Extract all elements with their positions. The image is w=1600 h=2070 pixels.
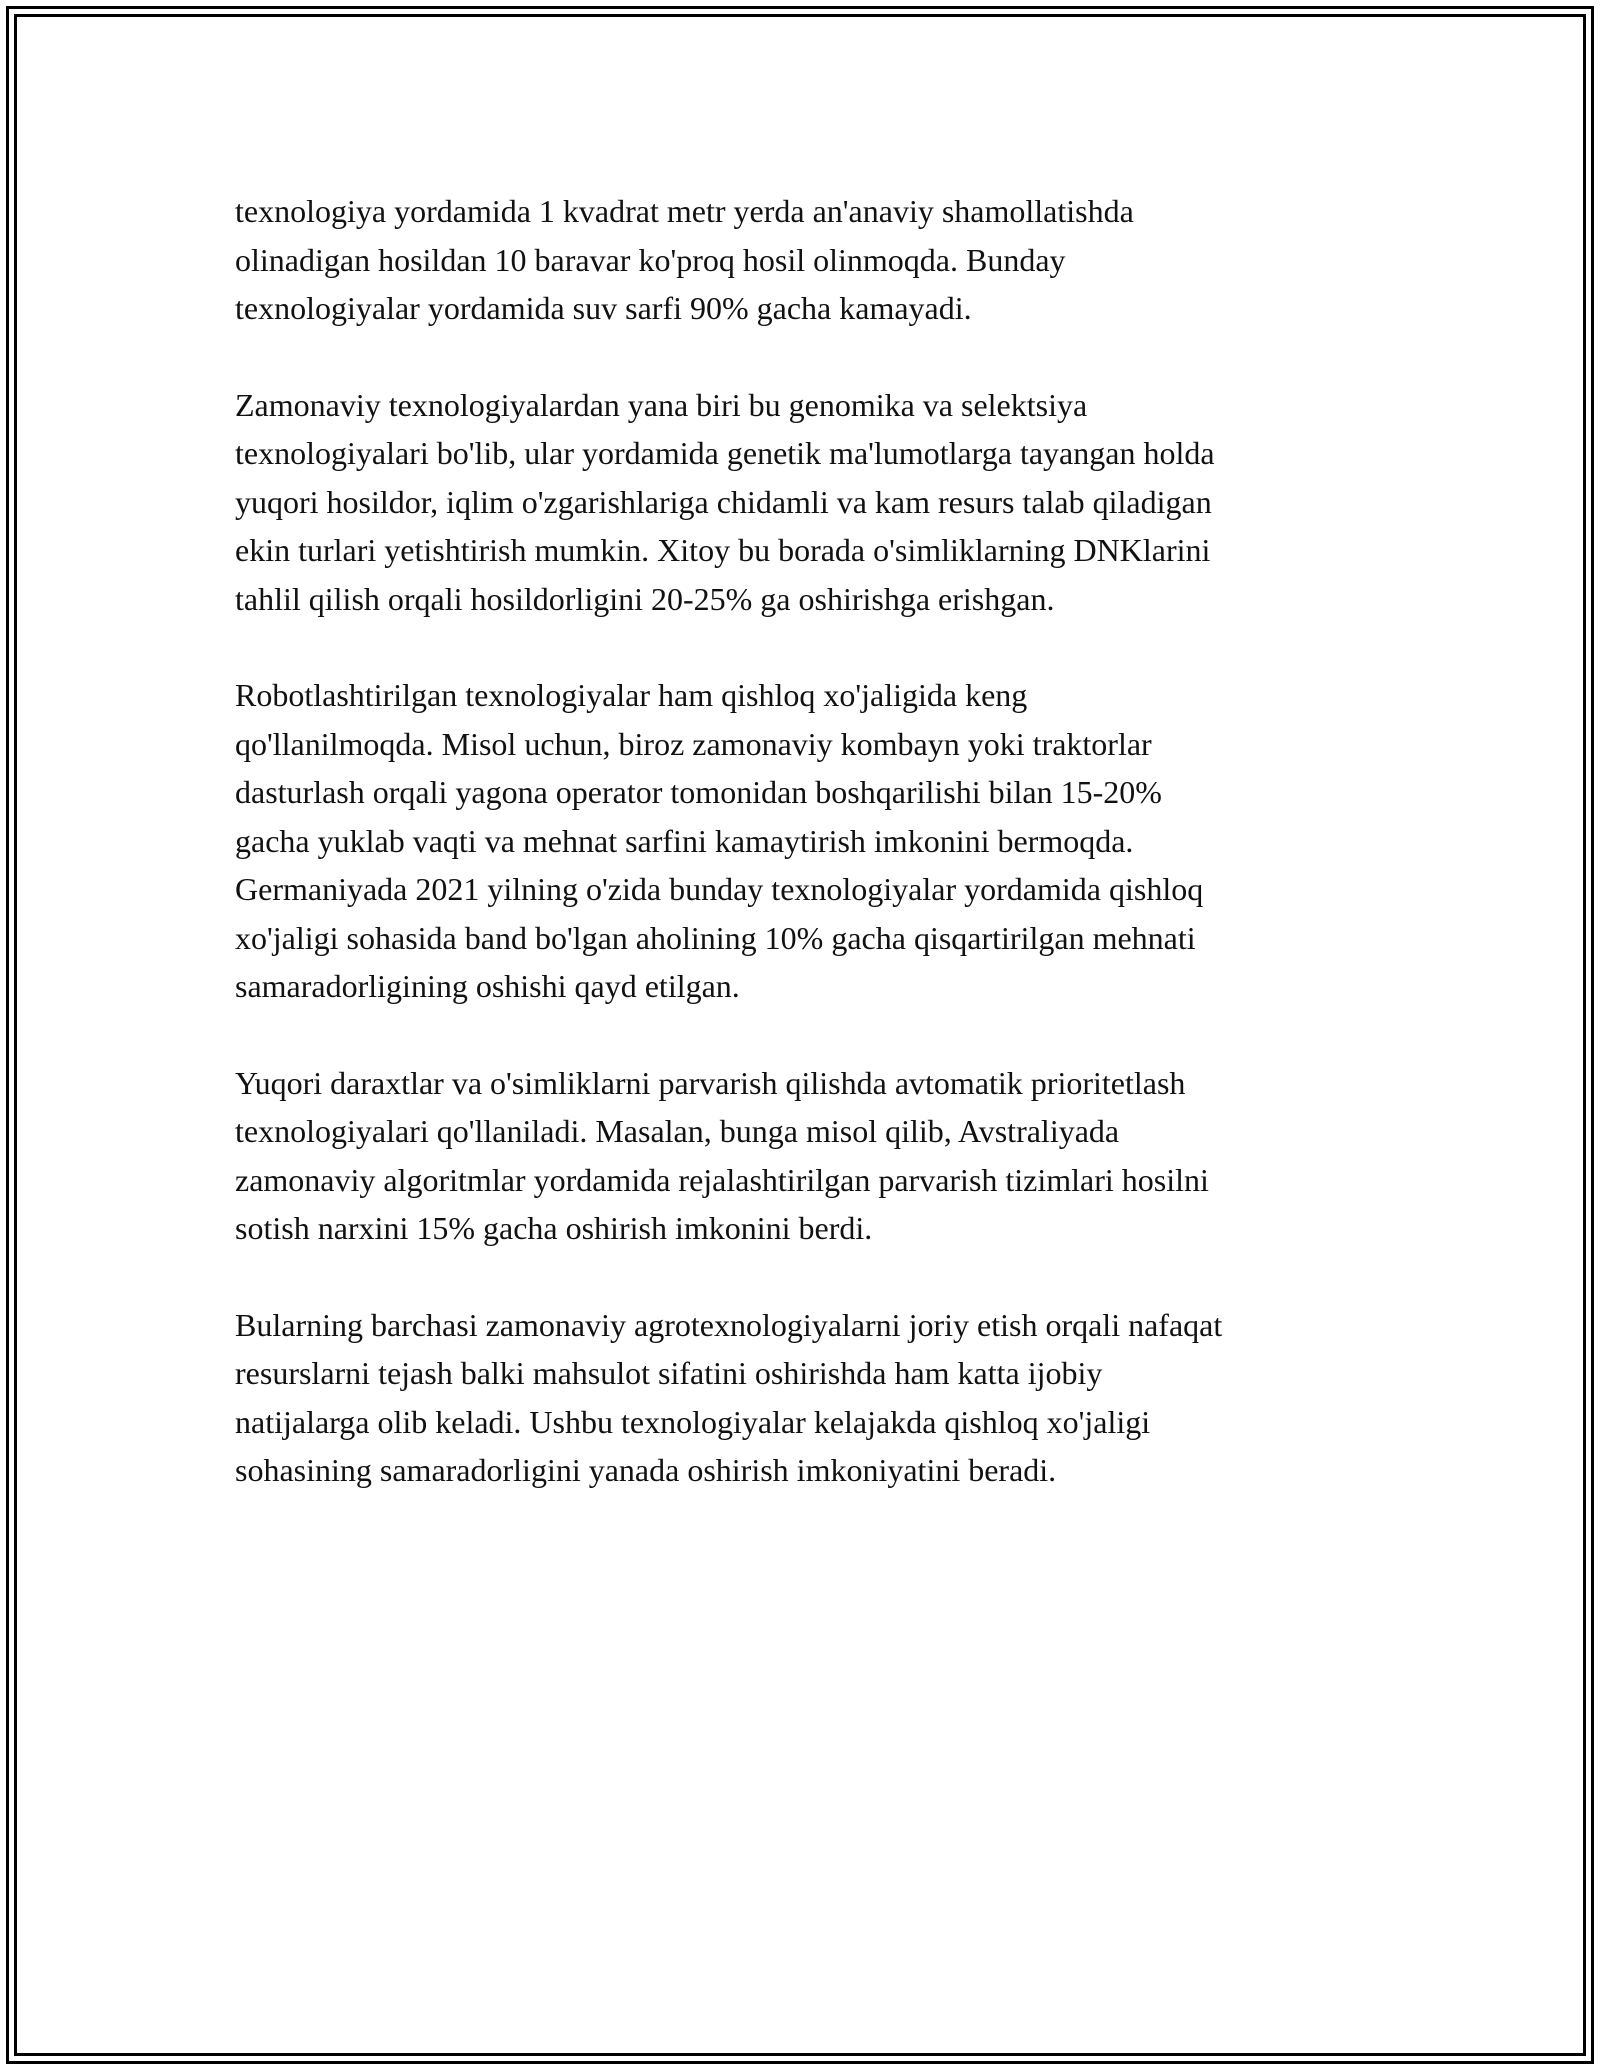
paragraph-3: Robotlashtirilgan texnologiyalar ham qishloq xo'jaligida keng qo'llanilmoqda. Misol uchun, biroz zamonaviy kombayn yoki traktorlar dasturlash orqali yagona operator tomonidan boshqarilishi bilan 15-20% gacha yuklab vaqti va mehnat sarfini kamaytirish imkonini bermoqda. Germaniyada 2021 yilning o'zida bunday texnologiyalar yordamida qishloq xo'jaligi sohasida band bo'lgan aholining 10% gacha qisqartirilgan mehnati samaradorligining oshishi qayd etilgan. [235,677,1204,1004]
document-body [235,187,1370,1543]
paragraph-5: Bularning barchasi zamonaviy agrotexnologiyalarni joriy etish orqali nafaqat resurslarni tejash balki mahsulot sifatini oshirishda ham katta ijobiy natijalarga olib keladi. Ushbu texnologiyalar kelajakda qishloq xo'jaligi sohasining samaradorligini yanada oshirish imkoniyatini beradi. [235,1306,1223,1488]
paragraph-2: Zamonaviy texnologiyalardan yana biri bu genomika va selektsiya texnologiyalari bo'lib, ular yordamida genetik ma'lumotlarga tayangan holda yuqori hosildor, iqlim o'zgarishlariga chidamli va kam resurs talab qiladigan ekin turlari yetishtirish mumkin. Xitoy bu borada o'simliklarning DNKlarini tahlil qilish orqali hosildorligini 20-25% ga oshirishga erishgan. [235,386,1215,617]
paragraph-4: Yuqori daraxtlar va o'simliklarni parvarish qilishda avtomatik prioritetlash texnologiyalari qo'llaniladi. Masalan, bunga misol qilib, Avstraliyada zamonaviy algoritmlar yordamida rejalashtirilgan parvarish tizimlari hosilni sotish narxini 15% gacha oshirish imkonini berdi. [235,1064,1209,1246]
paragraph-1: texnologiya yordamida 1 kvadrat metr yerda an'anaviy shamollatishda olinadigan hosildan 10 baravar ko'proq hosil olinmoqda. Bunday texnologiyalar yordamida suv sarfi 90% gacha kamayadi. [235,193,1134,326]
